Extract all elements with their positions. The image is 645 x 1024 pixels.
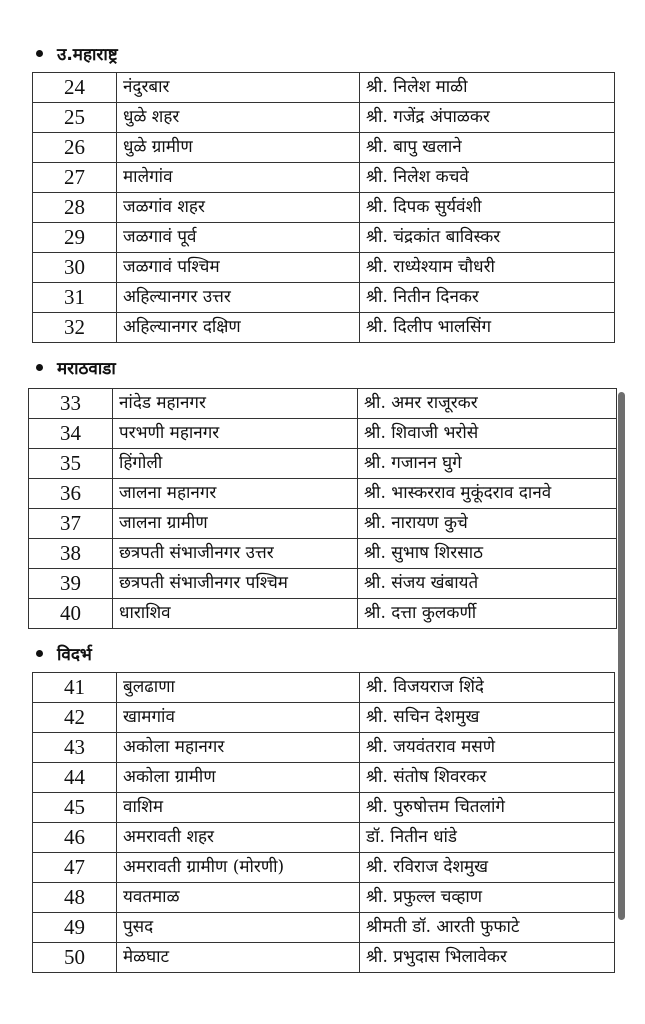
table-row xyxy=(29,539,617,569)
constituency-name: अमरावती शहर xyxy=(117,823,360,853)
section-title: उ.महाराष्ट्र xyxy=(57,44,118,65)
row-number: 32 xyxy=(33,313,117,343)
constituency-name: यवतमाळ xyxy=(117,883,360,913)
constituency-name: नंदुरबार xyxy=(117,73,360,103)
table-row xyxy=(33,283,615,313)
table-marathwada xyxy=(28,388,617,629)
person-name: श्री. गजेंद्र अंपाळकर xyxy=(360,103,615,133)
constituency-name: खामगांव xyxy=(117,703,360,733)
table-row xyxy=(33,733,615,763)
section-heading-north-maharashtra xyxy=(36,40,118,66)
person-name: श्री. दिपक सुर्यवंशी xyxy=(360,193,615,223)
person-name: श्री. प्रफुल्ल चव्हाण xyxy=(360,883,615,913)
person-name: श्री. गजानन घुगे xyxy=(358,449,617,479)
person-name: श्री. चंद्रकांत बाविस्कर xyxy=(360,223,615,253)
row-number: 25 xyxy=(33,103,117,133)
constituency-name: वाशिम xyxy=(117,793,360,823)
section-heading-marathwada xyxy=(36,354,116,380)
constituency-name: अहिल्यानगर उत्तर xyxy=(117,283,360,313)
person-name: श्रीमती डॉ. आरती फुफाटे xyxy=(360,913,615,943)
person-name: श्री. राध्येश्याम चौधरी xyxy=(360,253,615,283)
section-heading-vidarbha xyxy=(36,640,92,666)
constituency-name: अकोला ग्रामीण xyxy=(117,763,360,793)
constituency-name: धाराशिव xyxy=(113,599,358,629)
row-number: 48 xyxy=(33,883,117,913)
row-number: 40 xyxy=(29,599,113,629)
table-row xyxy=(33,103,615,133)
row-number: 49 xyxy=(33,913,117,943)
person-name: श्री. निलेश कचवे xyxy=(360,163,615,193)
row-number: 39 xyxy=(29,569,113,599)
table-row xyxy=(33,73,615,103)
row-number: 33 xyxy=(29,389,113,419)
table-row xyxy=(33,703,615,733)
row-number: 36 xyxy=(29,479,113,509)
table-row xyxy=(29,509,617,539)
table-row xyxy=(33,943,615,973)
constituency-name: मेळघाट xyxy=(117,943,360,973)
table-vidarbha xyxy=(32,672,615,973)
constituency-name: मालेगांव xyxy=(117,163,360,193)
constituency-name: हिंगोली xyxy=(113,449,358,479)
constituency-name: धुळे शहर xyxy=(117,103,360,133)
person-name: श्री. प्रभुदास भिलावेकर xyxy=(360,943,615,973)
row-number: 46 xyxy=(33,823,117,853)
person-name: श्री. नितीन दिनकर xyxy=(360,283,615,313)
person-name: श्री. संजय खंबायते xyxy=(358,569,617,599)
table-row xyxy=(29,389,617,419)
table-row xyxy=(33,763,615,793)
person-name: श्री. सचिन देशमुख xyxy=(360,703,615,733)
row-number: 35 xyxy=(29,449,113,479)
person-name: श्री. रविराज देशमुख xyxy=(360,853,615,883)
constituency-name: अमरावती ग्रामीण (मोरणी) xyxy=(117,853,360,883)
table-row xyxy=(33,313,615,343)
constituency-name: जळगावं पूर्व xyxy=(117,223,360,253)
row-number: 41 xyxy=(33,673,117,703)
table-row xyxy=(33,853,615,883)
table-row xyxy=(33,673,615,703)
table-row xyxy=(33,193,615,223)
row-number: 34 xyxy=(29,419,113,449)
person-name: श्री. दिलीप भालसिंग xyxy=(360,313,615,343)
person-name: श्री. अमर राजूरकर xyxy=(358,389,617,419)
row-number: 37 xyxy=(29,509,113,539)
table-row xyxy=(33,793,615,823)
constituency-name: परभणी महानगर xyxy=(113,419,358,449)
person-name: श्री. निलेश माळी xyxy=(360,73,615,103)
constituency-name: धुळे ग्रामीण xyxy=(117,133,360,163)
row-number: 28 xyxy=(33,193,117,223)
table-row xyxy=(29,479,617,509)
person-name: श्री. सुभाष शिरसाठ xyxy=(358,539,617,569)
row-number: 27 xyxy=(33,163,117,193)
section-title: मराठवाडा xyxy=(57,358,116,379)
row-number: 43 xyxy=(33,733,117,763)
person-name: श्री. संतोष शिवरकर xyxy=(360,763,615,793)
table-row xyxy=(33,883,615,913)
constituency-name: नांदेड महानगर xyxy=(113,389,358,419)
constituency-name: छत्रपती संभाजीनगर पश्चिम xyxy=(113,569,358,599)
row-number: 38 xyxy=(29,539,113,569)
row-number: 45 xyxy=(33,793,117,823)
section-title: विदर्भ xyxy=(57,644,92,665)
constituency-name: जळगांव शहर xyxy=(117,193,360,223)
table-row xyxy=(33,163,615,193)
person-name: श्री. बापु खलाने xyxy=(360,133,615,163)
table-row xyxy=(29,599,617,629)
row-number: 29 xyxy=(33,223,117,253)
person-name: श्री. नारायण कुचे xyxy=(358,509,617,539)
constituency-name: जालना महानगर xyxy=(113,479,358,509)
constituency-name: अहिल्यानगर दक्षिण xyxy=(117,313,360,343)
bullet-icon xyxy=(36,364,43,371)
constituency-name: जळगावं पश्चिम xyxy=(117,253,360,283)
constituency-name: अकोला महानगर xyxy=(117,733,360,763)
table-row xyxy=(33,913,615,943)
table-row xyxy=(33,223,615,253)
bullet-icon xyxy=(36,50,43,57)
table-row xyxy=(29,449,617,479)
constituency-name: बुलढाणा xyxy=(117,673,360,703)
scrollbar[interactable] xyxy=(618,392,625,920)
person-name: श्री. जयवंतराव मसणे xyxy=(360,733,615,763)
row-number: 44 xyxy=(33,763,117,793)
row-number: 42 xyxy=(33,703,117,733)
person-name: श्री. विजयराज शिंदे xyxy=(360,673,615,703)
person-name: श्री. शिवाजी भरोसे xyxy=(358,419,617,449)
bullet-icon xyxy=(36,650,43,657)
person-name: श्री. दत्ता कुलकर्णी xyxy=(358,599,617,629)
row-number: 47 xyxy=(33,853,117,883)
person-name: श्री. पुरुषोत्तम चितलांगे xyxy=(360,793,615,823)
row-number: 31 xyxy=(33,283,117,313)
table-row xyxy=(33,133,615,163)
table-row xyxy=(29,419,617,449)
row-number: 30 xyxy=(33,253,117,283)
constituency-name: पुसद xyxy=(117,913,360,943)
constituency-name: जालना ग्रामीण xyxy=(113,509,358,539)
table-row xyxy=(29,569,617,599)
table-row xyxy=(33,823,615,853)
row-number: 24 xyxy=(33,73,117,103)
person-name: डॉ. नितीन धांडे xyxy=(360,823,615,853)
table-row xyxy=(33,253,615,283)
row-number: 50 xyxy=(33,943,117,973)
constituency-name: छत्रपती संभाजीनगर उत्तर xyxy=(113,539,358,569)
row-number: 26 xyxy=(33,133,117,163)
table-north-maharashtra xyxy=(32,72,615,343)
person-name: श्री. भास्करराव मुकूंदराव दानवे xyxy=(358,479,617,509)
